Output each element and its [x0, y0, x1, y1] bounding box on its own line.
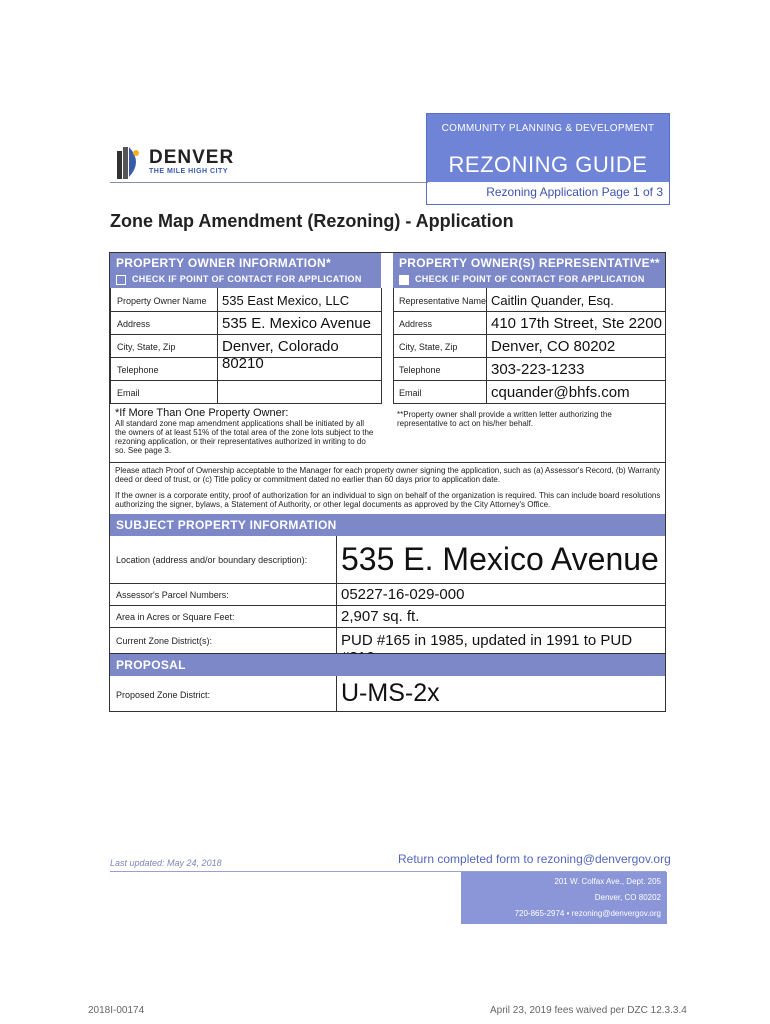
rep-section-title: PROPERTY OWNER(S) REPRESENTATIVE** — [399, 256, 660, 270]
denver-logo-icon — [117, 145, 143, 179]
subject-table — [110, 536, 665, 654]
owner-name-label: Property Owner Name — [117, 296, 207, 306]
owner-contact-checkbox[interactable] — [116, 275, 126, 285]
address-line-3: 720-865-2974 • rezoning@denvergov.org — [514, 909, 661, 918]
owner-table — [110, 288, 382, 404]
proposal-table — [110, 676, 665, 711]
header-divider — [110, 182, 428, 183]
owner-telephone-label: Telephone — [117, 365, 159, 375]
fee-waiver-stamp: April 23, 2019 fees waived per DZC 12.3.3.4 — [490, 1005, 687, 1016]
department-label: COMMUNITY PLANNING & DEVELOPMENT — [441, 123, 655, 134]
owner-contact-label: CHECK IF POINT OF CONTACT FOR APPLICATION — [132, 274, 362, 284]
owner-address-label: Address — [117, 319, 151, 329]
area-label: Area in Acres or Square Feet: — [116, 612, 235, 622]
rep-telephone-field[interactable]: 303-223-1233 — [491, 361, 585, 378]
zone-label: Current Zone District(s): — [116, 636, 213, 646]
rep-contact-checkbox-checked[interactable] — [399, 275, 409, 285]
proposed-zone-label: Proposed Zone District: — [116, 690, 211, 700]
guide-title: REZONING GUIDE — [448, 152, 648, 177]
rep-city-field[interactable]: Denver, CO 80202 — [491, 338, 616, 355]
owner-note-heading: *If More Than One Property Owner: — [115, 407, 289, 419]
owner-address-field[interactable]: 535 E. Mexico Avenue — [222, 315, 371, 332]
owner-note — [115, 407, 377, 455]
owner-email-field[interactable] — [222, 384, 372, 402]
rep-email-field[interactable]: cquander@bhfs.com — [491, 384, 630, 401]
proposed-zone-field[interactable]: U-MS-2x — [341, 679, 440, 707]
parcel-label: Assessor's Parcel Numbers: — [116, 590, 229, 600]
rep-email-label: Email — [399, 388, 422, 398]
denver-logo — [117, 145, 237, 185]
rep-name-field[interactable]: Caitlin Quander, Esq. — [491, 293, 614, 308]
rezoning-guide-box — [426, 113, 670, 205]
file-number-stamp: 2018I-00174 — [88, 1005, 145, 1016]
rep-name-label: Representative Name — [399, 296, 487, 306]
address-line-2: Denver, CO 80202 — [594, 893, 661, 902]
subject-section-title: SUBJECT PROPERTY INFORMATION — [116, 518, 337, 532]
owner-contact-checkbox-row[interactable] — [116, 274, 362, 285]
logo-tagline: THE MILE HIGH CITY — [149, 168, 228, 175]
area-field[interactable]: 2,907 sq. ft. — [341, 608, 420, 625]
owner-city-label: City, State, Zip — [117, 342, 176, 352]
parcel-field[interactable]: 05227-16-029-000 — [341, 586, 465, 603]
address-line-1: 201 W. Colfax Ave., Dept. 205 — [554, 877, 661, 886]
rep-contact-label: CHECK IF POINT OF CONTACT FOR APPLICATION — [415, 274, 645, 284]
rep-address-field[interactable]: 410 17th Street, Ste 2200 — [491, 315, 662, 332]
subject-section-band — [110, 514, 665, 536]
owner-telephone-field[interactable] — [222, 361, 372, 379]
proposal-section-band — [110, 654, 665, 676]
proposal-section-title: PROPOSAL — [116, 658, 186, 672]
return-instructions: Return completed form to rezoning@denvergov.org — [398, 852, 671, 866]
page-title: Zone Map Amendment (Rezoning) - Application — [110, 211, 514, 231]
owner-section-title: PROPERTY OWNER INFORMATION* — [116, 256, 331, 270]
logo-name: DENVER — [149, 147, 235, 168]
owner-email-label: Email — [117, 388, 140, 398]
rep-note: **Property owner shall provide a written letter authorizing the representative to act on his/her behalf. — [397, 410, 612, 428]
last-updated: Last updated: May 24, 2018 — [110, 858, 222, 868]
owner-city-field[interactable]: Denver, Colorado 80210 — [222, 338, 339, 372]
rep-telephone-label: Telephone — [399, 365, 441, 375]
rep-section-band — [393, 253, 665, 288]
rep-city-label: City, State, Zip — [399, 342, 458, 352]
owner-section-band — [110, 253, 381, 288]
owner-note-body: All standard zone map amendment applications shall be initiated by all the owners of at least 51% of the total area of the zone lots subject to the rezoning application, or their representatives authorized in writing to do so. See page 3. — [115, 419, 374, 455]
rep-contact-checkbox-row[interactable] — [399, 274, 645, 285]
rep-table — [393, 288, 666, 404]
owner-name-field[interactable]: 535 East Mexico, LLC — [222, 293, 350, 308]
page-label: Rezoning Application Page 1 of 3 — [486, 185, 663, 199]
location-label: Location (address and/or boundary description): — [116, 555, 308, 565]
zone-field[interactable]: PUD #165 in 1985, updated in 1991 to PUD — [341, 632, 633, 649]
address-box — [461, 872, 667, 924]
corporate-instructions: If the owner is a corporate entity, proof of authorization for an individual to sign on behalf of the organization is required. This can include board resolutions authorizing the signer, bylaws, a Statement of Authority, or other legal documents as approved by the City Attorney's Office. — [115, 491, 661, 509]
ownership-instructions: Please attach Proof of Ownership acceptable to the Manager for each property owner signing the application, such as (a) Assessor's Record, (b) Warranty deed or deed of trust, or (c) Title policy or commitment dated no earlier than 60 days prior to application date. — [115, 466, 661, 484]
rep-address-label: Address — [399, 319, 433, 329]
location-field[interactable]: 535 E. Mexico Avenue — [341, 541, 659, 577]
